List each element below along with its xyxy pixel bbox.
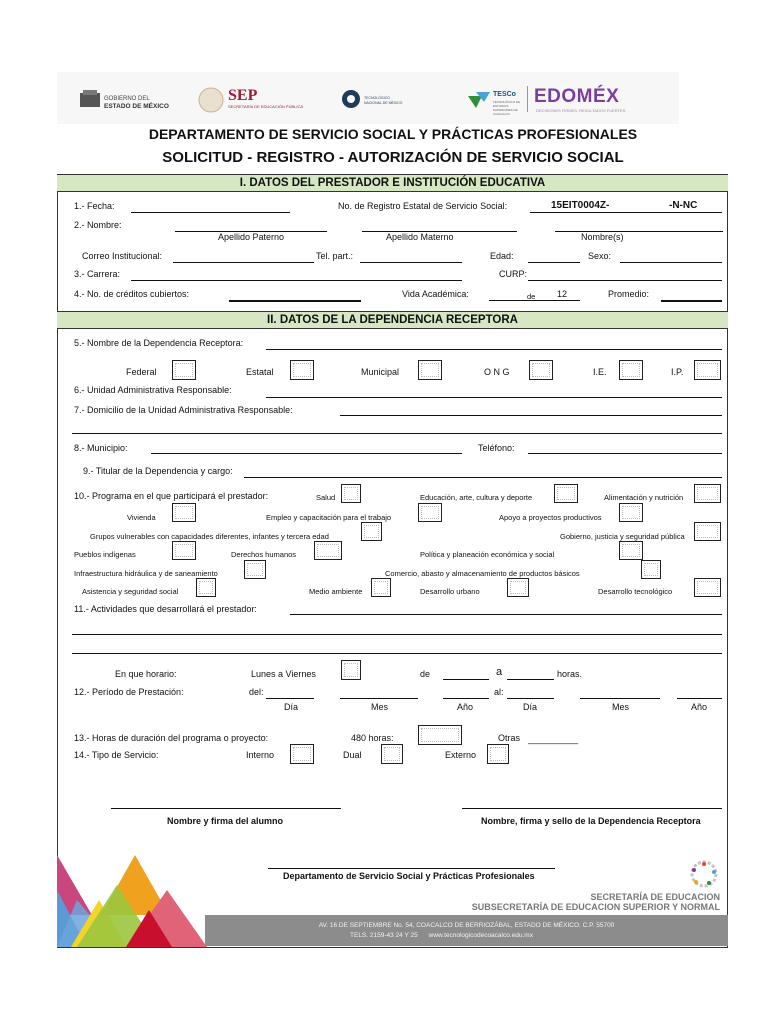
ie-label: I.E. (593, 367, 607, 377)
del-mes-field[interactable] (340, 698, 418, 699)
logo-strip (57, 72, 679, 124)
otras-label: Otras (498, 733, 521, 743)
footer-emblem-icon (687, 860, 721, 888)
footer-subsecretaria: SUBSECRETARÍA DE EDUCACION SUPERIOR Y NORMAL (471, 902, 720, 912)
politica-checkbox[interactable] (619, 541, 643, 560)
empleo-checkbox[interactable] (418, 503, 442, 522)
lunes-checkbox[interactable] (341, 660, 361, 680)
medio-label: Medio ambiente (309, 587, 363, 596)
section-2-header: II. DATOS DE LA DEPENDENCIA RECEPTORA (57, 311, 728, 329)
pueblos-label: Pueblos indígenas (74, 550, 136, 559)
gobierno-line2: ESTADO DE MÉXICO (104, 103, 169, 110)
externo-label: Externo (445, 750, 477, 760)
promedio-label: Promedio: (608, 289, 650, 299)
periodo-label: 12.- Período de Prestación: (74, 687, 184, 697)
horario-a: a (496, 666, 503, 678)
politica-label: Política y planeación económica y social (420, 550, 555, 559)
dual-checkbox[interactable] (381, 744, 403, 764)
firma-alumno-line[interactable] (111, 808, 341, 809)
gobierno-checkbox[interactable] (694, 522, 721, 541)
infraestructura-label: Infraestructura hidráulica y de saneamiento (74, 569, 218, 578)
hora-fin-field[interactable] (507, 679, 554, 680)
edad-field[interactable] (528, 262, 580, 263)
footer-address: AV. 16 DE SEPTIEMBRE No. 54, COACALCO DE BERRIOZÁBAL, ESTADO DE MÉXICO. C.P. 55700 (318, 922, 615, 929)
titular-label: 9.- Titular de la Dependencia y cargo: (83, 466, 233, 476)
comercio-label: Comercio, abasto y almacenamiento de productos básicos (385, 569, 580, 578)
al-dia-field[interactable] (507, 698, 554, 699)
edomex-logo-text: EDOMÉX (534, 86, 620, 107)
del-label: del: (249, 687, 264, 697)
del-anio-field[interactable] (443, 698, 489, 699)
actividades-field[interactable] (290, 614, 722, 615)
derechos-checkbox[interactable] (314, 541, 342, 560)
desarrollo-urbano-label: Desarrollo urbano (420, 587, 480, 596)
del-anio-caption: Año (457, 702, 474, 712)
al-anio-field[interactable] (677, 698, 722, 699)
department-heading: DEPARTAMENTO DE SERVICIO SOCIAL Y PRÁCTICAS PROFESIONALES (148, 126, 638, 142)
sep-seal-icon (198, 87, 224, 113)
horario-label: En que horario: (115, 669, 177, 679)
municipal-checkbox[interactable] (418, 360, 442, 380)
domicilio-label: 7.- Domicilio de la Unidad Administrativa Responsable: (74, 405, 293, 415)
carrera-label: 3.- Carrera: (74, 269, 121, 279)
titular-field[interactable] (244, 477, 722, 478)
gobierno-label: Gobierno, justicia y seguridad pública (560, 532, 685, 541)
sexo-label: Sexo: (588, 251, 612, 261)
logo-divider (527, 86, 528, 112)
ie-checkbox[interactable] (619, 360, 643, 380)
domicilio-field-2[interactable] (72, 433, 722, 434)
domicilio-field[interactable] (340, 415, 722, 416)
gobierno-line1: GOBIERNO DEL (104, 96, 150, 102)
tesco-sub: TECNOLÓGICO DE ESTUDIOS SUPERIORES DE COACALCO (493, 100, 521, 116)
del-dia-caption: Día (284, 702, 299, 712)
federal-label: Federal (126, 367, 157, 377)
creditos-label: 4.- No. de créditos cubiertos: (74, 289, 190, 299)
firma-dependencia-caption: Nombre, firma y sello de la Dependencia Receptora (481, 816, 701, 826)
nombres-caption: Nombre(s) (581, 232, 624, 242)
asistencia-label: Asistencia y seguridad social (82, 587, 179, 596)
desarrollo-tec-label: Desarrollo tecnológico (598, 587, 673, 596)
actividades-label: 11.- Actividades que desarrollará el prestador: (74, 604, 257, 614)
horario-de: de (420, 669, 431, 679)
dual-label: Dual (343, 750, 362, 760)
firma-departamento-caption: Departamento de Servicio Social y Prácticas Profesionales (283, 871, 535, 881)
sep-logo-sub: SECRETARÍA DE EDUCACIÓN PÚBLICA (228, 104, 304, 109)
ong-checkbox[interactable] (529, 360, 553, 380)
municipal-label: Municipal (361, 367, 400, 377)
apoyo-checkbox[interactable] (619, 503, 643, 522)
tecnm-text: TECNOLÓGICO NACIONAL DE MÉXICO (364, 96, 403, 105)
federal-checkbox[interactable] (172, 360, 196, 380)
telefono-field[interactable] (528, 453, 722, 454)
infraestructura-checkbox[interactable] (244, 560, 266, 579)
promedio-field[interactable] (661, 300, 722, 302)
horas-label: horas. (557, 669, 583, 679)
apellido-paterno-caption: Apellido Paterno (218, 232, 285, 242)
hora-inicio-field[interactable] (443, 679, 489, 680)
edad-label: Edad: (490, 251, 514, 261)
ong-label: O N G (484, 367, 510, 377)
registro-label: No. de Registro Estatal de Servicio Social: (338, 201, 508, 211)
fecha-label: 1.- Fecha: (74, 201, 115, 211)
estatal-checkbox[interactable] (290, 360, 314, 380)
alimentacion-label: Alimentación y nutrición (604, 493, 684, 502)
estatal-label: Estatal (246, 367, 274, 377)
municipio-label: 8.- Municipio: (74, 443, 128, 453)
tel-label: Tel. part.: (316, 251, 354, 261)
horas-duracion-label: 13.- Horas de duración del programa o proyecto: (74, 733, 269, 743)
al-label: al: (494, 687, 504, 697)
footer-gray-bar (205, 915, 728, 946)
comercio-checkbox[interactable] (641, 560, 661, 579)
vida-label: Vida Académica: (402, 289, 469, 299)
salud-label: Salud (316, 493, 336, 502)
firma-dependencia-line[interactable] (462, 808, 722, 809)
gobierno-emblem-icon (79, 90, 101, 108)
firma-alumno-caption: Nombre y firma del alumno (167, 816, 284, 826)
nombre-label: 2.- Nombre: (74, 220, 122, 230)
form-title: SOLICITUD - REGISTRO - AUTORIZACIÓN DE SERVICIO SOCIAL (162, 149, 624, 166)
registro-value: 15EIT0004Z- (551, 200, 610, 211)
firma-departamento-line[interactable] (268, 868, 555, 869)
derechos-label: Derechos humanos (231, 550, 297, 559)
tecnm-gear-icon (341, 89, 361, 109)
tel-field[interactable] (360, 262, 462, 263)
tesco-text: TESCo (493, 91, 516, 98)
section-1-header: I. DATOS DEL PRESTADOR E INSTITUCIÓN EDUCATIVA (57, 174, 728, 192)
apellido-materno-caption: Apellido Materno (386, 232, 454, 242)
empleo-label: Empleo y capacitación para el trabajo (266, 513, 392, 522)
creditos-field[interactable] (229, 300, 361, 302)
vida-total: 12 (557, 289, 568, 299)
edomex-logo-sub: DECISIONES FIRMES, RESULTADOS FUERTES. (536, 108, 627, 113)
alimentacion-checkbox[interactable] (694, 484, 721, 503)
telefono-label: Teléfono: (478, 443, 515, 453)
registro-field[interactable] (530, 212, 722, 213)
programa-label: 10.- Programa en el que participará el prestador: (74, 491, 269, 501)
al-anio-caption: Año (691, 702, 708, 712)
fecha-field[interactable] (131, 212, 290, 213)
lunes-label: Lunes a Viernes (251, 669, 316, 679)
asistencia-checkbox[interactable] (196, 578, 216, 597)
tesco-logo-icon (468, 92, 490, 108)
apoyo-label: Apoyo a proyectos productivos (499, 513, 602, 522)
sexo-field[interactable] (620, 262, 722, 263)
horas-480-label: 480 horas: (351, 733, 394, 743)
unidad-field[interactable] (266, 397, 722, 398)
curp-field[interactable] (528, 280, 722, 281)
vivienda-label: Vivienda (127, 513, 156, 522)
interno-label: Interno (246, 750, 275, 760)
del-mes-caption: Mes (371, 702, 389, 712)
curp-label: CURP: (499, 269, 528, 279)
pueblos-checkbox[interactable] (172, 541, 196, 560)
footer-secretaria: SECRETARÍA DE EDUCACION (590, 892, 720, 902)
tipo-label: 14.- Tipo de Servicio: (74, 750, 159, 760)
actividades-field-2[interactable] (72, 634, 722, 635)
footer-tels: TELS. 2159-43 24 Y 25 www.tecnologicodecoacalco.edu.mx (350, 932, 533, 939)
educacion-label: Educación, arte, cultura y deporte (420, 493, 533, 502)
unidad-label: 6.- Unidad Administrativa Responsable: (74, 385, 232, 395)
ip-label: I.P. (671, 367, 684, 377)
al-mes-field[interactable] (580, 698, 660, 699)
horas-480-checkbox[interactable] (418, 725, 462, 745)
salud-checkbox[interactable] (341, 484, 361, 503)
externo-checkbox[interactable] (487, 744, 509, 764)
al-mes-caption: Mes (612, 702, 630, 712)
correo-label: Correo Institucional: (82, 251, 163, 261)
otras-blank[interactable]: __________ (528, 734, 579, 744)
correo-field[interactable] (173, 262, 314, 263)
actividades-field-3[interactable] (72, 653, 722, 654)
desarrollo-tec-checkbox[interactable] (694, 578, 721, 597)
ip-checkbox[interactable] (694, 360, 721, 380)
registro-suffix: -N-NC (669, 200, 698, 211)
medio-checkbox[interactable] (371, 578, 391, 597)
al-dia-caption: Día (523, 702, 538, 712)
municipio-field[interactable] (151, 453, 462, 454)
nombre-dependencia-field[interactable] (266, 349, 722, 350)
interno-checkbox[interactable] (290, 744, 314, 764)
sep-logo-text: SEP (228, 87, 258, 104)
vida-de: de (527, 292, 536, 301)
grupos-label: Grupos vulnerables con capacidades diferentes, infantes y tercera edad (90, 532, 329, 541)
del-dia-field[interactable] (266, 698, 314, 699)
carrera-field[interactable] (131, 280, 462, 281)
grupos-checkbox[interactable] (361, 522, 382, 541)
nombre-dependencia-label: 5.- Nombre de la Dependencia Receptora: (74, 338, 244, 348)
desarrollo-urbano-checkbox[interactable] (507, 578, 529, 597)
educacion-checkbox[interactable] (554, 484, 578, 503)
vivienda-checkbox[interactable] (172, 503, 196, 522)
